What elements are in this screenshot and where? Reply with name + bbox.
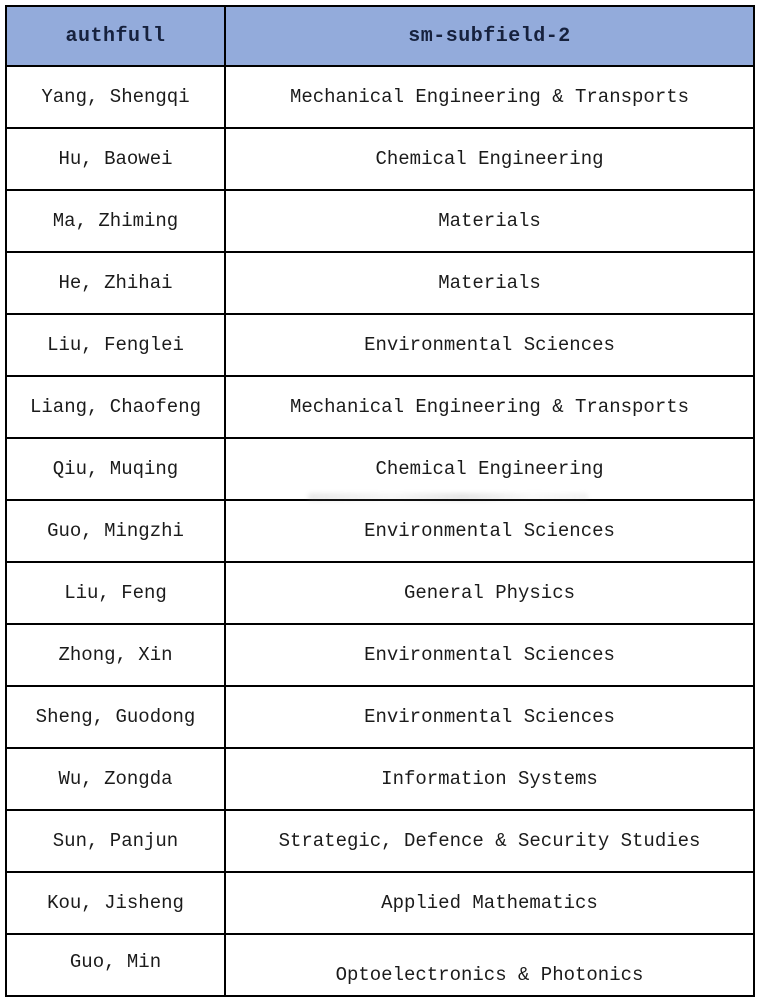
subfield-value: Environmental Sciences xyxy=(364,644,615,666)
subfield-value: Materials xyxy=(438,210,541,232)
author-name: Guo, Mingzhi xyxy=(47,520,184,542)
subfield-cell xyxy=(225,190,754,252)
table-row xyxy=(6,376,754,438)
author-name: Liu, Fenglei xyxy=(47,334,184,356)
subfield-cell xyxy=(225,810,754,872)
table-row xyxy=(6,190,754,252)
subfield-value: Mechanical Engineering & Transports xyxy=(289,86,690,108)
author-cell xyxy=(6,376,225,438)
subfield-value: General Physics xyxy=(403,582,576,604)
subfield-cell xyxy=(225,438,754,500)
subfield-value: Applied Mathematics xyxy=(381,892,598,914)
subfield-cell xyxy=(225,624,754,686)
author-cell xyxy=(6,748,225,810)
author-name: Zhong, Xin xyxy=(58,644,173,666)
subfield-value: Mechanical Engineering & Transports xyxy=(289,396,690,418)
table-row xyxy=(6,500,754,562)
table-row xyxy=(6,872,754,934)
subfield-cell xyxy=(225,128,754,190)
table-row xyxy=(6,748,754,810)
table-row xyxy=(6,66,754,128)
table-row xyxy=(6,438,754,500)
author-cell xyxy=(6,128,225,190)
subfield-value: Chemical Engineering xyxy=(375,148,604,170)
author-name: He, Zhihai xyxy=(58,272,173,294)
author-name: Kou, Jisheng xyxy=(47,892,184,914)
subfield-value: Materials xyxy=(438,272,541,294)
author-name: Sun, Panjun xyxy=(52,830,179,852)
author-cell xyxy=(6,190,225,252)
author-cell xyxy=(6,934,225,996)
author-name: Hu, Baowei xyxy=(58,148,173,170)
table-row xyxy=(6,252,754,314)
table-row xyxy=(6,686,754,748)
author-cell xyxy=(6,438,225,500)
subfield-value: Environmental Sciences xyxy=(364,520,615,542)
author-name: Yang, Shengqi xyxy=(41,86,190,108)
table-body xyxy=(6,66,754,996)
author-name: Sheng, Guodong xyxy=(35,706,196,728)
subfield-value: Strategic, Defence & Security Studies xyxy=(278,830,701,852)
table-row xyxy=(6,314,754,376)
author-cell xyxy=(6,686,225,748)
subfield-value: Environmental Sciences xyxy=(364,706,615,728)
table-row xyxy=(6,128,754,190)
author-cell xyxy=(6,500,225,562)
author-cell xyxy=(6,872,225,934)
subfield-cell xyxy=(225,872,754,934)
author-name: Guo, Min xyxy=(69,951,162,973)
subfield-cell xyxy=(225,934,754,996)
author-name: Qiu, Muqing xyxy=(52,458,179,480)
header-row xyxy=(6,6,754,66)
table-row xyxy=(6,810,754,872)
table-row xyxy=(6,562,754,624)
author-name: Ma, Zhiming xyxy=(52,210,179,232)
author-cell xyxy=(6,314,225,376)
author-name: Liu, Feng xyxy=(64,582,167,604)
author-name: Wu, Zongda xyxy=(58,768,173,790)
column-header-authfull: authfull xyxy=(6,6,225,66)
author-cell xyxy=(6,562,225,624)
subfield-cell xyxy=(225,562,754,624)
authors-subfield-table xyxy=(5,5,755,997)
subfield-cell xyxy=(225,66,754,128)
author-cell xyxy=(6,252,225,314)
author-name: Liang, Chaofeng xyxy=(29,396,202,418)
subfield-value: Optoelectronics & Photonics xyxy=(335,964,644,986)
subfield-value: Chemical Engineering xyxy=(375,458,604,480)
author-cell xyxy=(6,624,225,686)
subfield-cell xyxy=(225,314,754,376)
subfield-cell xyxy=(225,686,754,748)
subfield-cell xyxy=(225,500,754,562)
column-header-subfield: sm-subfield-2 xyxy=(225,6,754,66)
author-cell xyxy=(6,66,225,128)
subfield-value: Information Systems xyxy=(381,768,598,790)
table-row xyxy=(6,934,754,996)
subfield-value: Environmental Sciences xyxy=(364,334,615,356)
subfield-cell xyxy=(225,252,754,314)
subfield-cell xyxy=(225,376,754,438)
subfield-cell xyxy=(225,748,754,810)
table-row xyxy=(6,624,754,686)
author-cell xyxy=(6,810,225,872)
